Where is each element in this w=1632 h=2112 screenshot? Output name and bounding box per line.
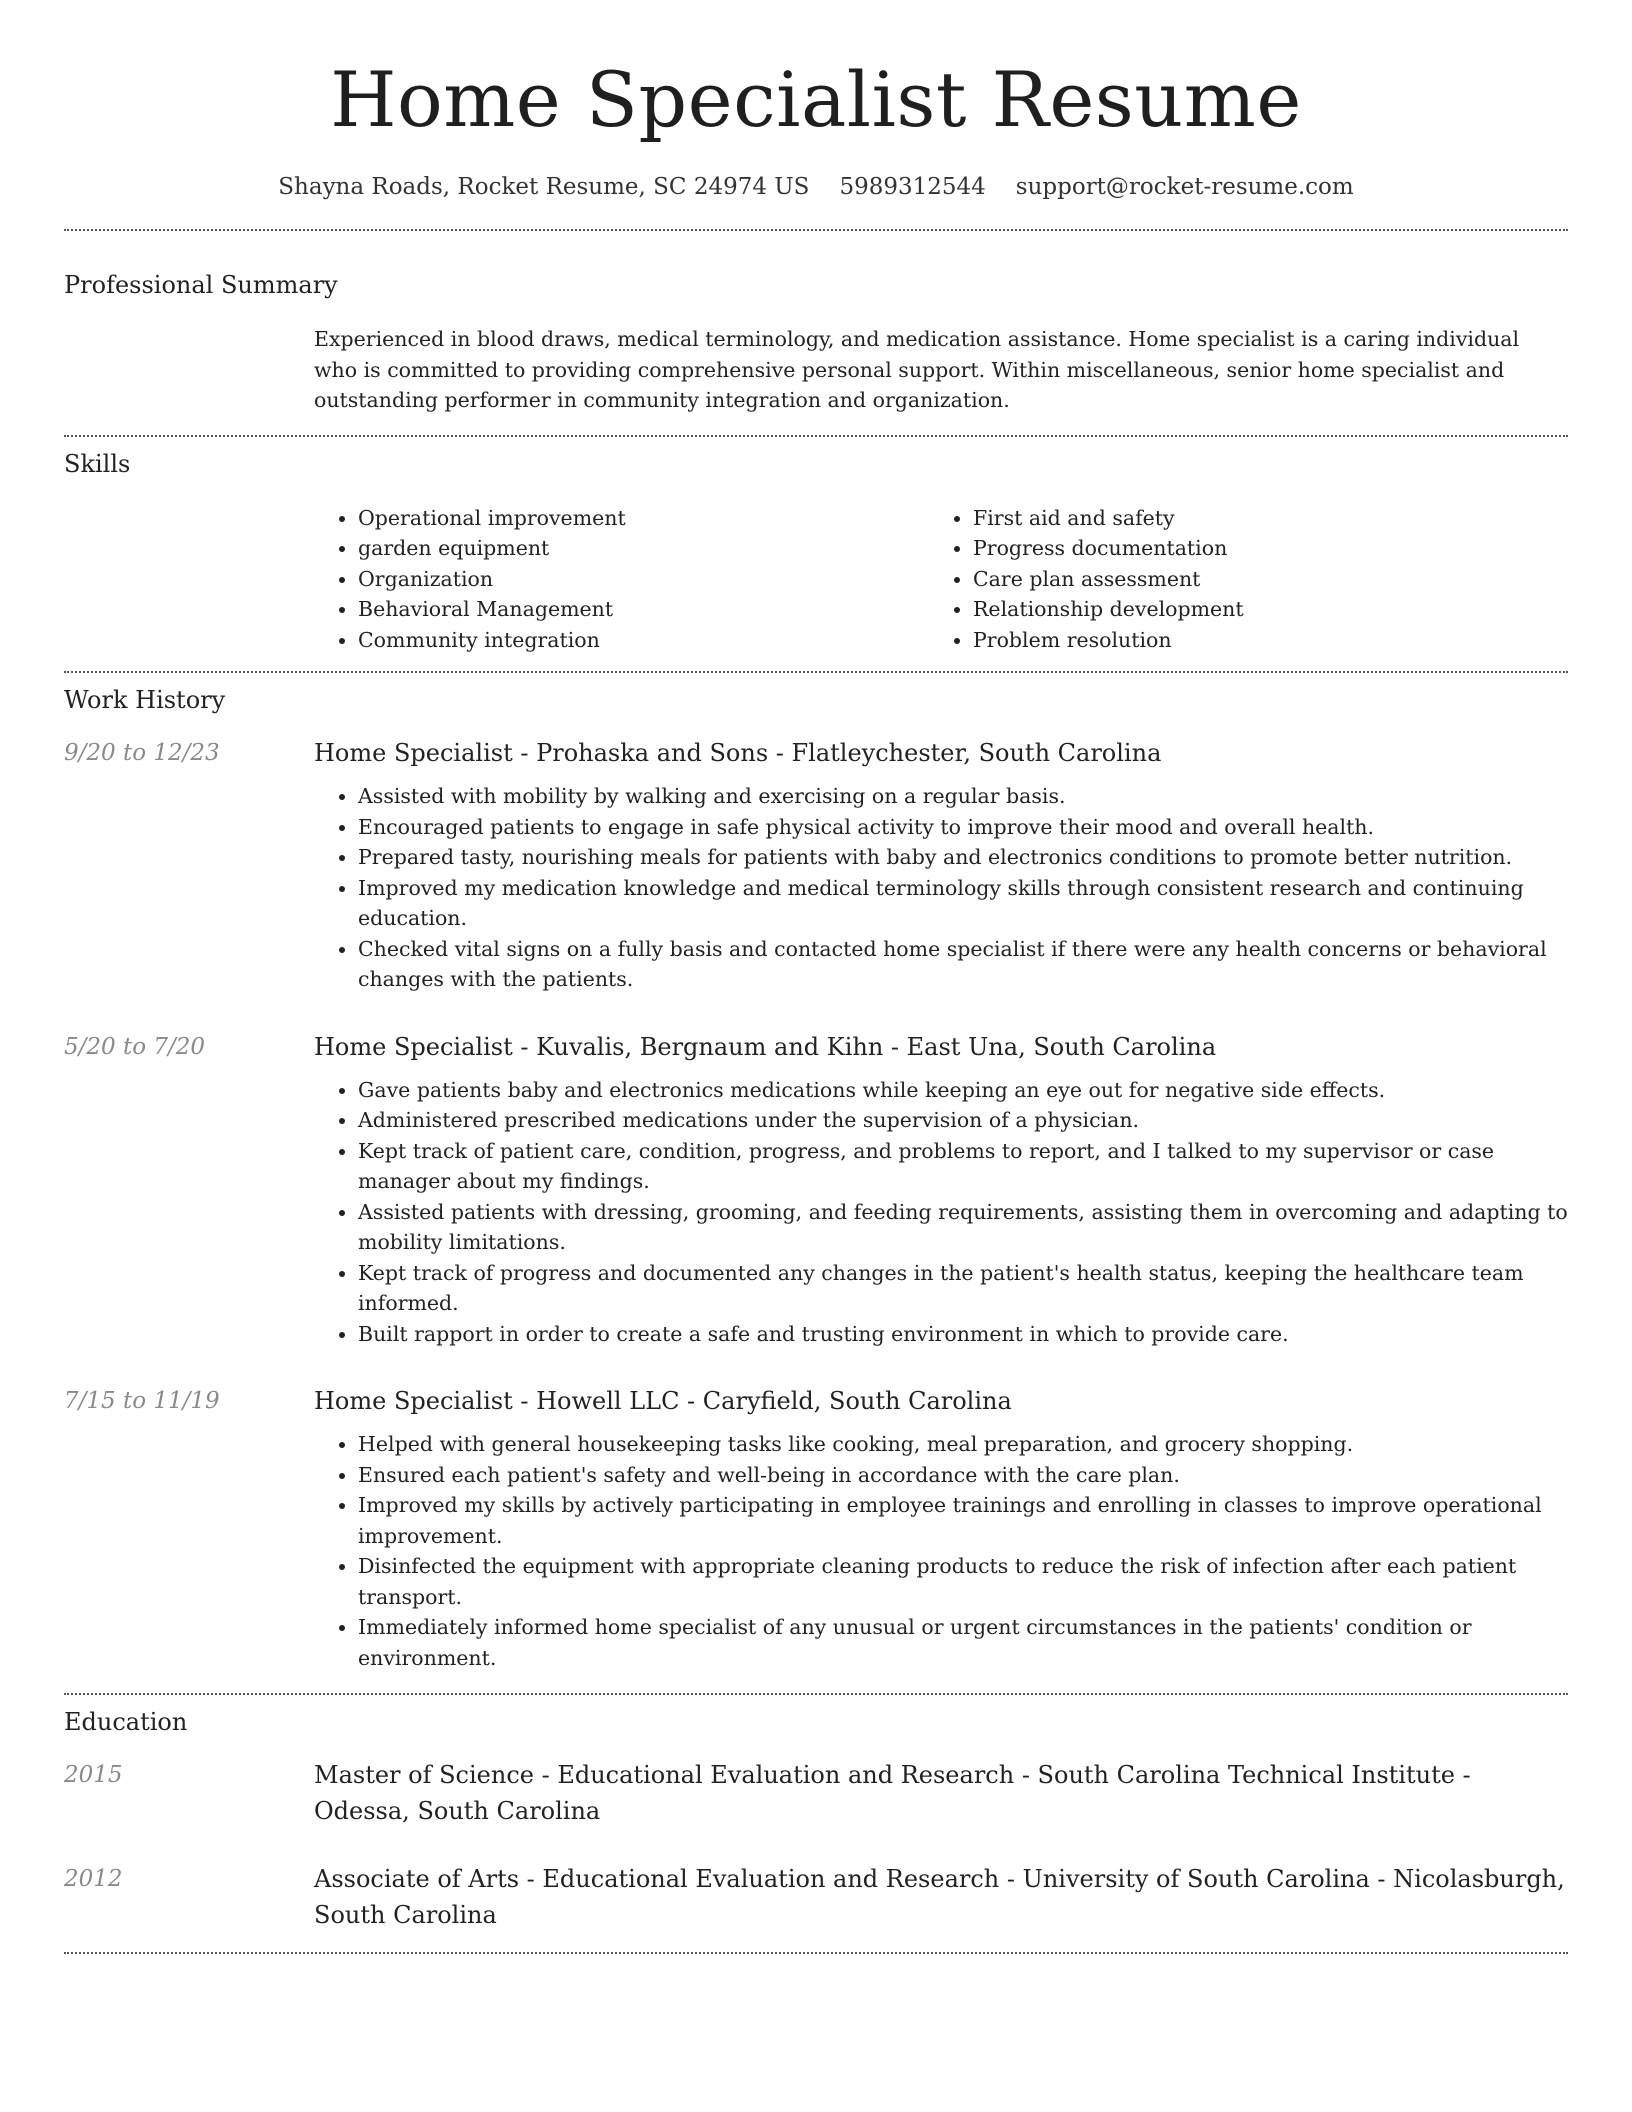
job-date: 9/20 to 12/23 [64, 740, 220, 766]
education-entry [64, 1861, 1568, 1933]
skill-item: • Behavioral Management [358, 594, 929, 625]
job-bullets [314, 781, 1568, 995]
job-bullet: • Immediately informed home specialist of any unusual or urgent circumstances in the patients' condition or environment. [358, 1612, 1568, 1673]
job-date: 7/15 to 11/19 [64, 1388, 220, 1414]
education-text: Master of Science - Educational Evaluation and Research - South Carolina Technical Institute - Odessa, South Carolina [314, 1761, 1471, 1825]
contact-phone: 5989312544 [839, 174, 986, 200]
skill-item: • Organization [358, 564, 929, 595]
education-year: 2015 [64, 1762, 123, 1788]
skill-item: • Progress documentation [973, 533, 1544, 564]
job-bullets [314, 1429, 1568, 1673]
summary-content [314, 324, 1568, 416]
education-year: 2012 [64, 1866, 123, 1892]
skill-item: • Community integration [358, 625, 929, 656]
work-history-section [64, 673, 1568, 1673]
skill-item: • Operational improvement [358, 503, 929, 534]
job-entry [64, 1029, 1568, 1350]
job-title: Home Specialist - Prohaska and Sons - Flatleychester, South Carolina [314, 739, 1162, 767]
job-title: Home Specialist - Kuvalis, Bergnaum and Kihn - East Una, South Carolina [314, 1032, 1217, 1061]
contact-email: support@rocket-resume.com [1015, 174, 1354, 200]
summary-section [64, 231, 1568, 416]
skills-heading: Skills [64, 449, 131, 478]
job-bullet: • Improved my skills by actively participating in employee trainings and enrolling in classes to improve operational improvement. [358, 1490, 1568, 1551]
contact-address: Shayna Roads, Rocket Resume, SC 24974 US [278, 174, 810, 200]
resume-page [64, 0, 1568, 1954]
skill-item: • garden equipment [358, 533, 929, 564]
job-entry [64, 735, 1568, 995]
job-bullet: • Kept track of progress and documented any changes in the patient's health status, keeping the healthcare team informed. [358, 1258, 1568, 1319]
skills-column-left [314, 503, 929, 656]
skill-item: • Problem resolution [973, 625, 1544, 656]
education-text: Associate of Arts - Educational Evaluation and Research - University of South Carolina - Nicolasburgh, South Carolina [314, 1865, 1565, 1929]
education-heading: Education [64, 1708, 188, 1736]
summary-text: Experienced in blood draws, medical terminology, and medication assistance. Home specialist is a caring individual who is committed to providing comprehensive personal support. Within miscellaneous, senior home specialist and outstanding performer in community integration and organization. [314, 327, 1520, 412]
job-bullet: • Administered prescribed medications under the supervision of a physician. [358, 1105, 1568, 1136]
job-bullet: • Improved my medication knowledge and medical terminology skills through consistent research and continuing education. [358, 873, 1568, 934]
skill-item: • Care plan assessment [973, 564, 1544, 595]
divider [64, 1952, 1568, 1954]
job-title: Home Specialist - Howell LLC - Caryfield, South Carolina [314, 1387, 1012, 1415]
work-history-heading: Work History [64, 686, 226, 714]
contact-line [64, 172, 1568, 202]
job-bullet: • Built rapport in order to create a safe and trusting environment in which to provide care. [358, 1319, 1568, 1350]
skill-item: • Relationship development [973, 594, 1544, 625]
job-date: 5/20 to 7/20 [64, 1033, 206, 1060]
job-body [314, 1029, 1568, 1350]
job-bullet: • Ensured each patient's safety and well-being in accordance with the care plan. [358, 1460, 1568, 1491]
job-bullet: • Helped with general housekeeping tasks like cooking, meal preparation, and grocery shopping. [358, 1429, 1568, 1460]
job-bullet: • Prepared tasty, nourishing meals for patients with baby and electronics conditions to promote better nutrition. [358, 842, 1568, 873]
job-bullets [314, 1075, 1568, 1350]
job-bullet: • Checked vital signs on a fully basis and contacted home specialist if there were any health concerns or behavioral changes with the patients. [358, 934, 1568, 995]
job-body [314, 1383, 1568, 1673]
skills-list [314, 503, 1568, 656]
skill-item: • First aid and safety [973, 503, 1544, 534]
page-title: Home Specialist Resume [330, 55, 1302, 144]
summary-heading: Professional Summary [64, 271, 338, 299]
education-section [64, 1695, 1568, 1933]
skills-column-right [929, 503, 1544, 656]
job-bullet: • Disinfected the equipment with appropriate cleaning products to reduce the risk of infection after each patient transport. [358, 1551, 1568, 1612]
job-bullet: • Encouraged patients to engage in safe physical activity to improve their mood and overall health. [358, 812, 1568, 843]
job-bullet: • Kept track of patient care, condition, progress, and problems to report, and I talked to my supervisor or case manager about my findings. [358, 1136, 1568, 1197]
job-bullet: • Assisted with mobility by walking and exercising on a regular basis. [358, 781, 1568, 812]
job-entry [64, 1383, 1568, 1673]
job-bullet: • Gave patients baby and electronics medications while keeping an eye out for negative side effects. [358, 1075, 1568, 1106]
job-body [314, 735, 1568, 995]
skills-section [64, 437, 1568, 656]
education-entry [64, 1757, 1568, 1829]
job-bullet: • Assisted patients with dressing, grooming, and feeding requirements, assisting them in overcoming and adapting to mobility limitations. [358, 1197, 1568, 1258]
